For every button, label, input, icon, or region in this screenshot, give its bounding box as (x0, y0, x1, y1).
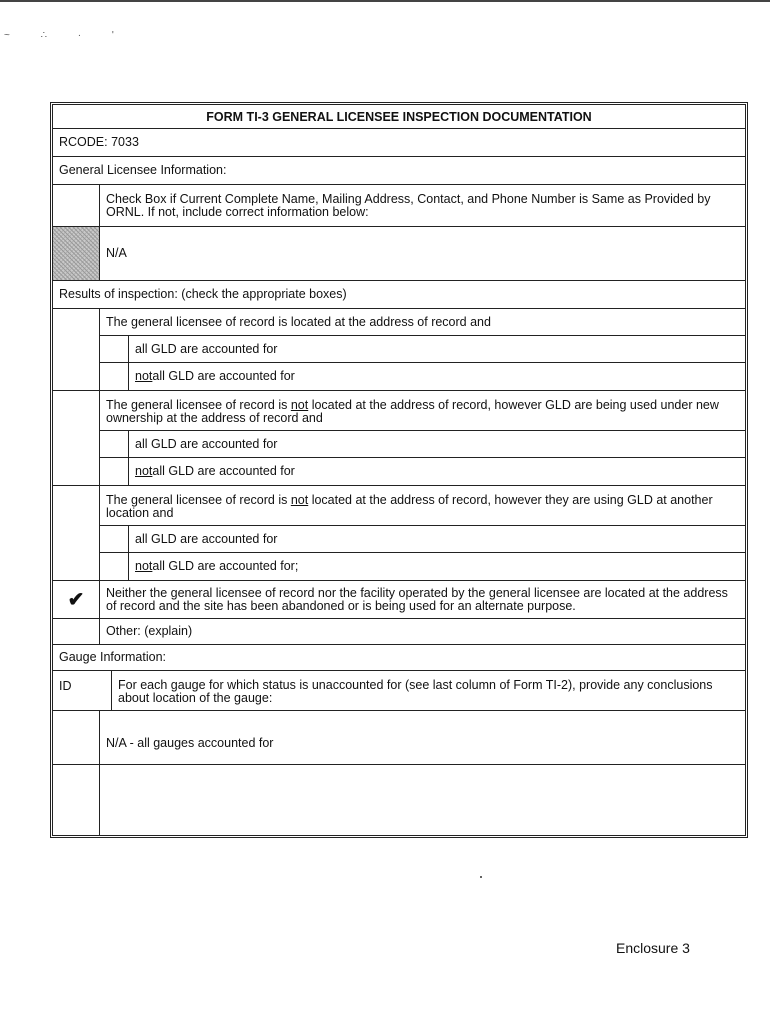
result-option-group (53, 309, 745, 391)
option-text-pre: The general licensee of record is (106, 493, 291, 507)
result-option-text (100, 486, 745, 525)
option-text-not: not (290, 398, 309, 412)
result-option-checkbox[interactable] (53, 309, 100, 390)
result-option-row (100, 309, 745, 336)
result-option-group (53, 391, 745, 486)
gauge-note[interactable]: N/A - all gauges accounted for (106, 736, 274, 750)
same-info-checkbox[interactable] (53, 185, 100, 226)
sub-option-checkbox[interactable] (100, 336, 129, 362)
gauge-conclusion-field[interactable] (100, 765, 745, 835)
sub-option-text (129, 553, 745, 580)
result-option-row (100, 391, 745, 431)
scan-speck (480, 876, 482, 878)
sub-text: all GLD are accounted for; (152, 559, 299, 573)
option-text-pre: The general licensee of record is located at the address of record and (106, 314, 491, 329)
other-row (53, 619, 745, 645)
sub-text: all GLD are accounted for (152, 464, 295, 478)
sub-option-row (100, 431, 745, 458)
rcode-row (53, 129, 745, 157)
option-text-not: not (290, 493, 309, 507)
top-edge-rule (0, 0, 770, 2)
sub-option-checkbox[interactable] (100, 431, 129, 457)
gauge-header: Gauge Information: (59, 650, 167, 664)
result-option-text (100, 313, 745, 332)
gauge-id-label: ID (53, 671, 112, 710)
checkbox-instruction: Check Box if Current Complete Name, Mailing Address, Contact, and Phone Number is Same as Provided by ORNL. If not, include correct information below: (106, 192, 711, 219)
form-title-row (53, 105, 745, 129)
sub-text: all GLD are accounted for (135, 436, 278, 451)
abandoned-row (53, 581, 745, 619)
sub-option-checkbox[interactable] (100, 553, 129, 580)
option-text-pre: The general licensee of record is (106, 398, 291, 412)
gauge-instruction-row (53, 671, 745, 711)
correct-info-value[interactable] (100, 227, 745, 280)
sub-option-text (129, 336, 745, 362)
sub-option-text (129, 526, 745, 552)
sub-text: all GLD are accounted for (135, 531, 278, 546)
inspection-form-table (50, 102, 748, 838)
result-option-group (53, 486, 745, 581)
gauge-id-field[interactable] (53, 711, 100, 764)
enclosure-label: Enclosure 3 (616, 940, 690, 956)
sub-option-checkbox[interactable] (100, 363, 129, 390)
sub-option-row (100, 553, 745, 580)
shaded-box (53, 227, 100, 280)
gauge-entry-row-empty (53, 765, 745, 835)
result-option-text (100, 391, 745, 430)
gauge-id-field[interactable] (53, 765, 100, 835)
other-checkbox[interactable] (53, 619, 100, 644)
sub-option-row (100, 336, 745, 363)
checkmark-icon: ✔ (67, 589, 85, 611)
result-option-checkbox[interactable] (53, 391, 100, 485)
gauge-instruction: For each gauge for which status is unaccounted for (see last column of Form TI-2), provide any conclusions about location of the gauge: (118, 678, 713, 705)
option-text-post: located at the address of record, however they are using GLD at another location and (106, 493, 713, 520)
sub-option-checkbox[interactable] (100, 458, 129, 485)
form-title: FORM TI-3 GENERAL LICENSEE INSPECTION DOCUMENTATION (206, 110, 592, 124)
same-info-row (53, 185, 745, 227)
sub-option-text (129, 458, 745, 485)
sub-text-not: not (135, 559, 153, 573)
sub-option-text (129, 363, 745, 390)
sub-option-row (100, 458, 745, 485)
general-info-header: General Licensee Information: (59, 163, 227, 177)
option-text-post: located at the address of record, however GLD are being used under new ownership at the address of record and (106, 398, 719, 425)
checkmark-checkbox[interactable] (53, 581, 100, 618)
sub-option-row (100, 526, 745, 553)
result-option-row (100, 486, 745, 526)
other-option-text: Other: (explain) (106, 624, 193, 638)
correct-info-text: N/A (106, 246, 127, 260)
scan-specks: ~ ∴ · ' (4, 30, 128, 41)
results-header-row (53, 281, 745, 309)
gauge-header-row (53, 645, 745, 671)
sub-option-row (100, 363, 745, 390)
results-header: Results of inspection: (check the appropriate boxes) (59, 287, 347, 301)
sub-text-not: not (135, 369, 153, 383)
sub-text: all GLD are accounted for (152, 369, 295, 383)
correct-info-row (53, 227, 745, 281)
general-info-header-row (53, 157, 745, 185)
sub-text: all GLD are accounted for (135, 341, 278, 356)
result-option-checkbox[interactable] (53, 486, 100, 580)
gauge-entry-row (53, 711, 745, 765)
sub-option-text (129, 431, 745, 457)
sub-option-checkbox[interactable] (100, 526, 129, 552)
sub-text-not: not (135, 464, 153, 478)
rcode: RCODE: 7033 (59, 135, 139, 149)
abandoned-option-text: Neither the general licensee of record nor the facility operated by the general licensee are located at the address of record and the site has been abandoned or is being used for an alternate purpose. (106, 586, 728, 613)
